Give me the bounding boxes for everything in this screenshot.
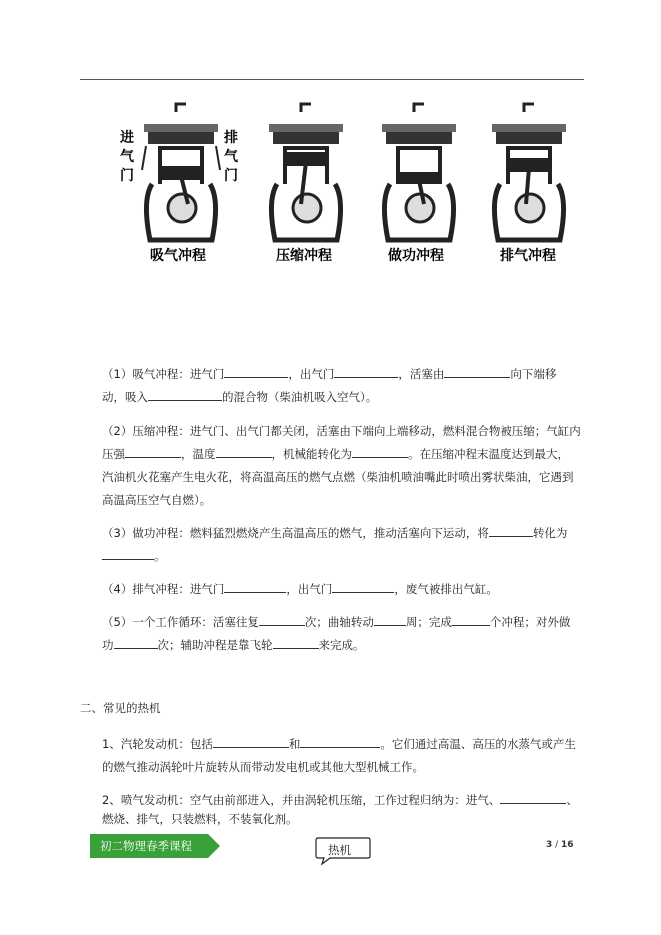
blank[interactable] [213, 734, 289, 748]
section2-heading: 二、常见的热机 [80, 701, 161, 715]
para-turbine-line2: 的燃气推动涡轮叶片旋转从而带动发电机或其他大型机械工作。 [102, 760, 424, 774]
topic-bubble [314, 836, 372, 862]
blank[interactable] [500, 790, 566, 804]
engine-diagram-compression [269, 104, 343, 240]
header-rule [80, 79, 584, 80]
exhaust-valve-label: 排气门 [224, 130, 238, 184]
para-jet-line1: 2、喷气发动机：空气由前部进入，并由涡轮机压缩，工作过程归纳为：进气、 、 [102, 789, 578, 812]
para-turbine-line1: 1、汽轮发动机：包括 和 。它们通过高温、高压的水蒸气或产生 [102, 733, 576, 756]
engine-diagram-exhaust [492, 104, 566, 240]
topic-label: 热机 [328, 843, 351, 857]
blank[interactable] [489, 523, 533, 537]
course-tag [90, 834, 220, 858]
blank[interactable] [224, 579, 286, 593]
blank[interactable] [216, 444, 272, 458]
blank[interactable] [259, 612, 305, 626]
para-power-line1: （3）做功冲程：燃料猛烈燃烧产生高温高压的燃气，推动活塞向下运动，将 转化为 [102, 522, 567, 545]
blank[interactable] [452, 612, 490, 626]
para-compression-line2: 压强 ，温度 ，机械能转化为 。在压缩冲程末温度达到最大， [102, 443, 569, 466]
para-jet-line2: 燃烧、排气，只装燃料，不装氧化剂。 [102, 812, 298, 826]
engine-diagram-intake [142, 104, 220, 240]
blank[interactable] [114, 635, 158, 649]
para-power-line2: 。 [102, 545, 166, 568]
para-exhaust-line1: （4）排气冲程：进气门 ，出气门 ，废气被排出气缸。 [102, 578, 498, 601]
caption-intake: 吸气冲程 [150, 248, 206, 264]
blank[interactable] [334, 364, 398, 378]
caption-compression: 压缩冲程 [276, 248, 332, 264]
blank[interactable] [444, 364, 510, 378]
blank[interactable] [148, 387, 222, 401]
para-compression-line3: 汽油机火花塞产生电火花，将高温高压的燃气点燃（柴油机喷油嘴此时喷出雾状柴油，它遇到 [102, 470, 574, 484]
intake-valve-label: 进气门 [120, 130, 134, 184]
engine-diagram-power [382, 104, 456, 240]
para-compression-line1: （2）压缩冲程：进气门、出气门都关闭，活塞由下端向上端移动，燃料混合物被压缩；气缸内 [102, 424, 581, 438]
para-cycle-line2: 功 次；辅助冲程是靠飞轮 来完成。 [102, 634, 365, 657]
blank[interactable] [300, 734, 380, 748]
para-intake-line1: （1）吸气冲程：进气门 ，出气门 ，活塞由 向下端移 [102, 363, 556, 386]
caption-exhaust: 排气冲程 [500, 248, 556, 264]
blank[interactable] [102, 546, 154, 560]
caption-power: 做功冲程 [388, 248, 444, 264]
blank[interactable] [224, 364, 288, 378]
blank[interactable] [273, 635, 319, 649]
blank[interactable] [332, 579, 394, 593]
para-compression-line4: 高温高压空气自燃）。 [102, 493, 212, 507]
blank[interactable] [374, 612, 406, 626]
blank[interactable] [352, 444, 408, 458]
para-intake-line2: 动，吸入 的混合物（柴油机吸入空气）。 [102, 386, 377, 409]
para-cycle-line1: （5）一个工作循环：活塞往复 次；曲轴转动 周；完成 个冲程；对外做 [102, 611, 570, 634]
course-tag-label: 初二物理春季课程 [100, 839, 192, 853]
blank[interactable] [125, 444, 181, 458]
engine-strokes-figure [112, 100, 582, 270]
page-number: 3 / 16 [546, 840, 574, 850]
